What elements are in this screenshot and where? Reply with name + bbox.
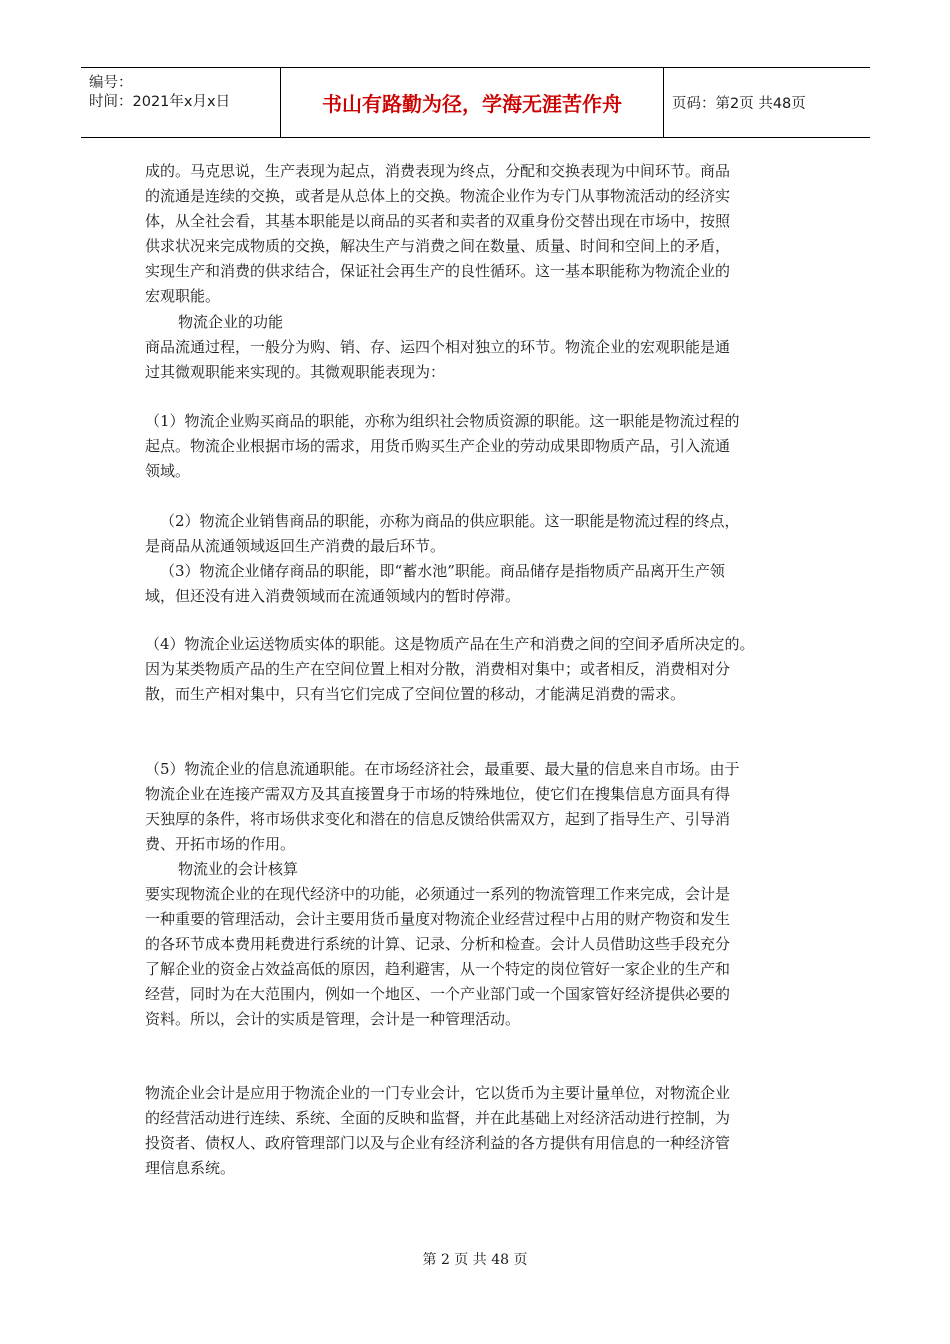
text-line: 经营，同时为在大范围内，例如一个地区、一个产业部门或一个国家管好经济提供必要的 [145,985,731,1003]
date-label: 时间：2021年x月x日 [89,94,231,110]
text-line: 的流通是连续的交换，或者是从总体上的交换。物流企业作为专门从事物流活动的经济实 [145,187,731,205]
text-line: 散，而生产相对集中，只有当它们完成了空间位置的移动，才能满足消费的需求。 [145,685,686,703]
text-line: 理信息系统。 [145,1159,236,1177]
text-line: 过其微观职能来实现的。其微观职能表现为： [145,363,446,381]
document-number-label: 编号： [89,75,133,91]
header-page-info-cell [664,68,870,137]
text-line: （1）物流企业购买商品的职能，亦称为组织社会物质资源的职能。这一职能是物流过程的 [145,412,740,430]
text-line: 实现生产和消费的供求结合，保证社会再生产的良性循环。这一基本职能称为物流企业的 [145,262,731,280]
text-line: 因为某类物质产品的生产在空间位置上相对分散，消费相对集中；或者相反，消费相对分 [145,660,731,678]
text-line: （3）物流企业储存商品的职能，即“蓄水池”职能。商品储存是指物质产品离开生产领 [160,562,725,580]
section-heading: 物流业的会计核算 [178,860,299,878]
text-line: 了解企业的资金占效益高低的原因，趋利避害，从一个特定的岗位管好一家企业的生产和 [145,960,731,978]
page-footer: 第 2 页 共 48 页 [422,1252,528,1268]
page-header [81,67,870,138]
text-line: 资料。所以，会计的实质是管理，会计是一种管理活动。 [145,1010,521,1028]
text-line: 域，但还没有进入消费领域而在流通领域内的暂时停滞。 [145,587,521,605]
text-line: 商品流通过程，一般分为购、销、存、运四个相对独立的环节。物流企业的宏观职能是通 [145,338,731,356]
text-line: 的经营活动进行连续、系统、全面的反映和监督，并在此基础上对经济活动进行控制，为 [145,1109,731,1127]
header-page-info: 页码：第2页 共48页 [672,96,806,112]
text-line: 物流企业在连接产需双方及其直接置身于市场的特殊地位，使它们在搜集信息方面具有得 [145,785,731,803]
text-line: 供求状况来完成物质的交换，解决生产与消费之间在数量、质量、时间和空间上的矛盾， [145,237,731,255]
text-line: 物流企业会计是应用于物流企业的一门专业会计，它以货币为主要计量单位，对物流企业 [145,1084,731,1102]
text-line: 天独厚的条件，将市场供求变化和潜在的信息反馈给供需双方，起到了指导生产、引导消 [145,810,731,828]
text-line: （5）物流企业的信息流通职能。在市场经济社会，最重要、最大量的信息来自市场。由于 [145,760,740,778]
text-line: （2）物流企业销售商品的职能，亦称为商品的供应职能。这一职能是物流过程的终点， [160,512,740,530]
text-line: 成的。马克思说，生产表现为起点，消费表现为终点，分配和交换表现为中间环节。商品 [145,162,731,180]
text-line: 领域。 [145,462,191,480]
text-line: 体，从全社会看，其基本职能是以商品的买者和卖者的双重身份交替出现在市场中，按照 [145,212,731,230]
text-line: 宏观职能。 [145,287,221,305]
text-line: 一种重要的管理活动，会计主要用货币量度对物流企业经营过程中占用的财产物资和发生 [145,910,731,928]
text-line: 要实现物流企业的在现代经济中的功能，必须通过一系列的物流管理工作来完成，会计是 [145,885,731,903]
text-line: 起点。物流企业根据市场的需求，用货币购买生产企业的劳动成果即物质产品，引入流通 [145,437,731,455]
text-line: 的各环节成本费用耗费进行系统的计算、记录、分析和检查。会计人员借助这些手段充分 [145,935,731,953]
header-motto: 书山有路勤为径，学海无涯苦作舟 [281,68,664,137]
text-line: （4）物流企业运送物质实体的职能。这是物质产品在生产和消费之间的空间矛盾所决定的。 [145,635,755,653]
text-line: 费、开拓市场的作用。 [145,835,296,853]
text-line: 是商品从流通领域返回生产消费的最后环节。 [145,537,446,555]
header-info-cell [81,68,281,137]
section-heading: 物流企业的功能 [178,313,284,331]
text-line: 投资者、债权人、政府管理部门以及与企业有经济利益的各方提供有用信息的一种经济管 [145,1134,731,1152]
